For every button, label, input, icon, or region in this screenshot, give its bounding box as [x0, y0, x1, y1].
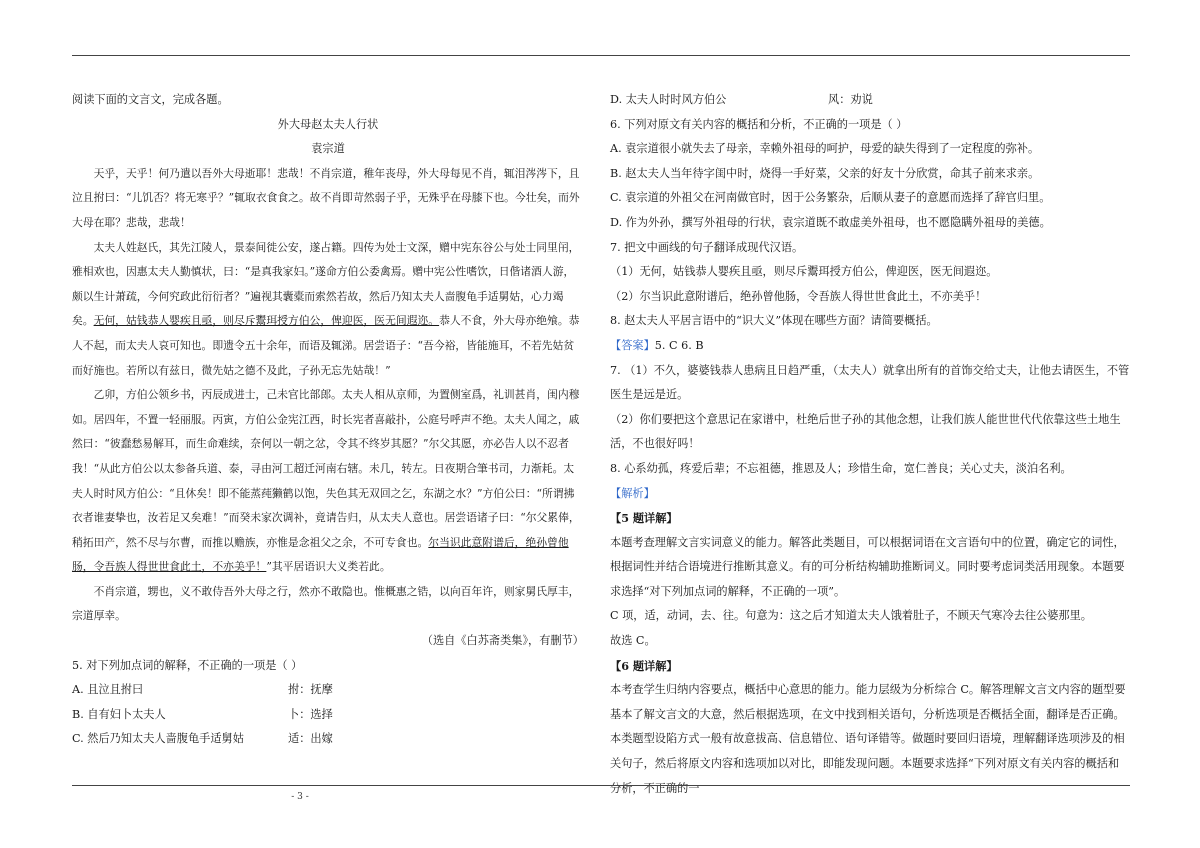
question-7: 7. 把文中画线的句子翻译成现代汉语。 — [610, 240, 804, 254]
question-5: 5. 对下列加点词的解释，不正确的一项是（ ） — [72, 658, 303, 672]
detail-5-heading: 【5 题详解】 — [610, 511, 678, 526]
left-column — [72, 88, 584, 752]
q5-option-a: A. 且泣且拊曰 拊：抚摩 — [72, 683, 333, 697]
para3-text-b: ”其平居语识大义类若此。 — [266, 560, 391, 574]
bottom-rule — [72, 785, 1130, 786]
passage-source: （选自《白苏斋类集》，有删节） — [421, 634, 584, 648]
para2-text-b: 恭人不食，外大母亦绝飧。恭人不起，而太夫人哀可知也。即遗令五十余年，而语及辄涕。居尝语子：“吾今裕，皆能施耳，不若先姑贫而好施也。若所以有兹日，微先姑之德不及此，子孙无忘先姑哉！” — [72, 314, 580, 377]
q6-option-d: D. 作为外孙，撰写外祖母的行状，袁宗道既不敢虚美外祖母，也不愿隐瞒外祖母的美德。 — [610, 215, 1051, 229]
q6-option-b: B. 赵太夫人当年待字闺中时，烧得一手好菜，父亲的好友十分欣赏，命其子前来求亲。 — [610, 166, 1040, 180]
right-column — [610, 88, 1130, 801]
q5-option-b: B. 自有妇卜太夫人 卜：选择 — [72, 707, 333, 721]
underlined-sentence-2: 尔当识此意附谱后，绝孙曾他肠，令吾族人得世世食此土，不亦美乎！ — [72, 535, 569, 574]
question-8: 8. 赵太夫人平居言语中的“识大义”体现在哪些方面？请简要概括。 — [610, 314, 938, 328]
para3-text-a: 乙卯，方伯公领乡书，丙辰成进士，己未官比部郎。太夫人相从京师，为置侧室爲，礼训甚肖，闺内穆如。居四年，不置一轻丽服。丙寅，方伯公金宪江西，时长宪者喜敲扑，公庭号呼声不绝。太夫人闻之，戚然曰：“彼蠢愁易解耳，而生命难续，奈何以一朝之忿，令其不终岁其愿？”尔父其愿，亦必告人以不忍者我！“从此方伯公以太参备兵道、泰，寻由河工超迁河南右辖。未几，转左。日夜期合筆书司，力渐耗。太夫人时时风方伯公：“且休矣！即不能蒸莼獭鹤以饱，失色其无双回之乞，东湖之水？”方伯公曰：“所谓拂衣者谁妻挚也，汝若足又矣难！”而癸未家次调补，竟请告归，从太夫人意也。居尝语诸子曰：“尔父累俸，稍拓田产，然不尽与尔曹，而推以赡族，亦惟是念祖父之余，不可专食也。 — [72, 388, 580, 549]
answer-tag: 【答案】 — [610, 338, 655, 352]
q6-option-c: C. 袁宗道的外祖父在河南做官时，因于公务繁杂，后顺从妻子的意愿而选择了辞官归里。 — [610, 191, 1051, 205]
q7-part-1: （1）无何，姑钱恭人婴疾且亟，则尽斥鬻珥授方伯公，俾迎医，医无间遐迩。 — [610, 265, 998, 279]
passage-para-1: 天乎，天乎！何乃遣以吾外大母逝耶！悲哉！不肖宗道，稚年丧母，外大母每见不肖，辄泪涔涔下，且泣且拊曰：“儿饥否？将无寒乎？”辄取衣食食之。故不肖即苛然弱子乎，无殊乎在母膝下也。今壮矣，而外大母在耶？悲哉，悲哉！ — [72, 166, 580, 229]
detail-5-text: 本题考查理解文言实词意义的能力。解答此类题目，可以根据词语在文言语句中的位置，确定它的词性，根据词性并结合语境进行推断其意义。有的可分析结构辅助推断词义。同时要考虑词类活用现象。本题要求选择“对下列加点词的解释，不正确的一项”。 — [610, 535, 1125, 598]
q5-option-c: C. 然后乃知太夫人啬腹龟手适舅姑 适：出嫁 — [72, 732, 333, 746]
detail-5-option-c: C 项，适，动词，去、往。句意为：这之后才知道太夫人饿着肚子，不顾天气寒冷去往公婆那里。 — [610, 609, 1092, 623]
passage-para-3 — [72, 383, 584, 580]
passage-para-4: 不肖宗道，甥也，义不敢侍吾外大母之行，然亦不敢隐也。惟概惠之锆，以向百年许，则家舅氏厚丰，宗道厚幸。 — [72, 584, 580, 623]
para2-text-a: 太夫人姓赵氏，其先江陵人，景泰间徙公安，遂占籍。四传为处士文深，赠中宪东谷公与处士同里闬，雅相欢也，因惠太夫人勤慎状，曰：“是真我家妇。”遂命方伯公委禽焉。赠中宪公性嗜饮，日偕诸酒人游，颇以生计萧疏，今何究政此衍衍者？”遍视其囊橐而索然若故，然后乃知太夫人啬腹龟手适舅姑，心力竭矣。 — [72, 240, 580, 328]
underlined-sentence-1: 无何，姑钱恭人婴疾且亟，则尽斥鬻珥授方伯公，俾迎医，医无间遐迩。 — [93, 314, 440, 328]
question-6: 6. 下列对原文有关内容的概括和分析，不正确的一项是（ ） — [610, 117, 908, 131]
top-rule — [72, 55, 1130, 56]
analysis-tag: 【解析】 — [610, 486, 655, 500]
instruction: 阅读下面的文言文，完成各题。 — [72, 93, 229, 106]
detail-5-answer: 故选 C。 — [610, 634, 656, 648]
answer-8: 8. 心系幼孤，疼爱后辈；不忘祖德，推恩及人；珍惜生命，宽仁善良；关心丈夫，淡泊名利。 — [610, 461, 1072, 475]
answer-values: 5. C 6. B — [654, 338, 704, 352]
passage-title: 外大母赵太夫人行状 — [277, 117, 379, 131]
answer-line — [610, 334, 1130, 359]
passage-author: 袁宗道 — [311, 142, 345, 156]
detail-6-heading: 【6 题详解】 — [610, 658, 678, 673]
answer-7-1: 7. （1）不久，婆婆钱恭人患病且日趋严重，（太夫人）就拿出所有的首饰交给丈夫，让他去请医生，不管医生是远是近。 — [610, 363, 1130, 402]
answer-7-2: （2）你们要把这个意思记在家谱中，杜绝后世子孙的其他念想，让我们族人能世世代代依靠这些土地生活，不也很好吗！ — [610, 412, 1121, 451]
q6-option-a: A. 袁宗道很小就失去了母亲，幸赖外祖母的呵护，母爱的缺失得到了一定程度的弥补。 — [610, 142, 1040, 156]
detail-6-text: 本考查学生归纳内容要点，概括中心意思的能力。能力层级为分析综合 C。解答理解文言文内容的题型要基本了解文言文的大意，然后根据选项，在文中找到相关语句，分析选项是否概括全面，翻译是否正确。本类题型设陷方式一般有故意拔高、信息错位、语句译错等。做题时要回归语境，理解翻译选项涉及的相关句子，然后将原文内容和选项加以对比，即能发现问题。本题要求选择“下列对原文有关内容的概括和分析，不正确的一 — [610, 683, 1126, 795]
passage-para-2 — [72, 236, 584, 384]
page-number: - 3 - — [291, 792, 309, 802]
q5-option-d: D. 太夫人时时风方伯公 风：劝说 — [610, 93, 873, 106]
q7-part-2: （2）尔当识此意附谱后，绝孙曾他肠，令吾族人得世世食此土，不亦美乎！ — [610, 289, 987, 303]
